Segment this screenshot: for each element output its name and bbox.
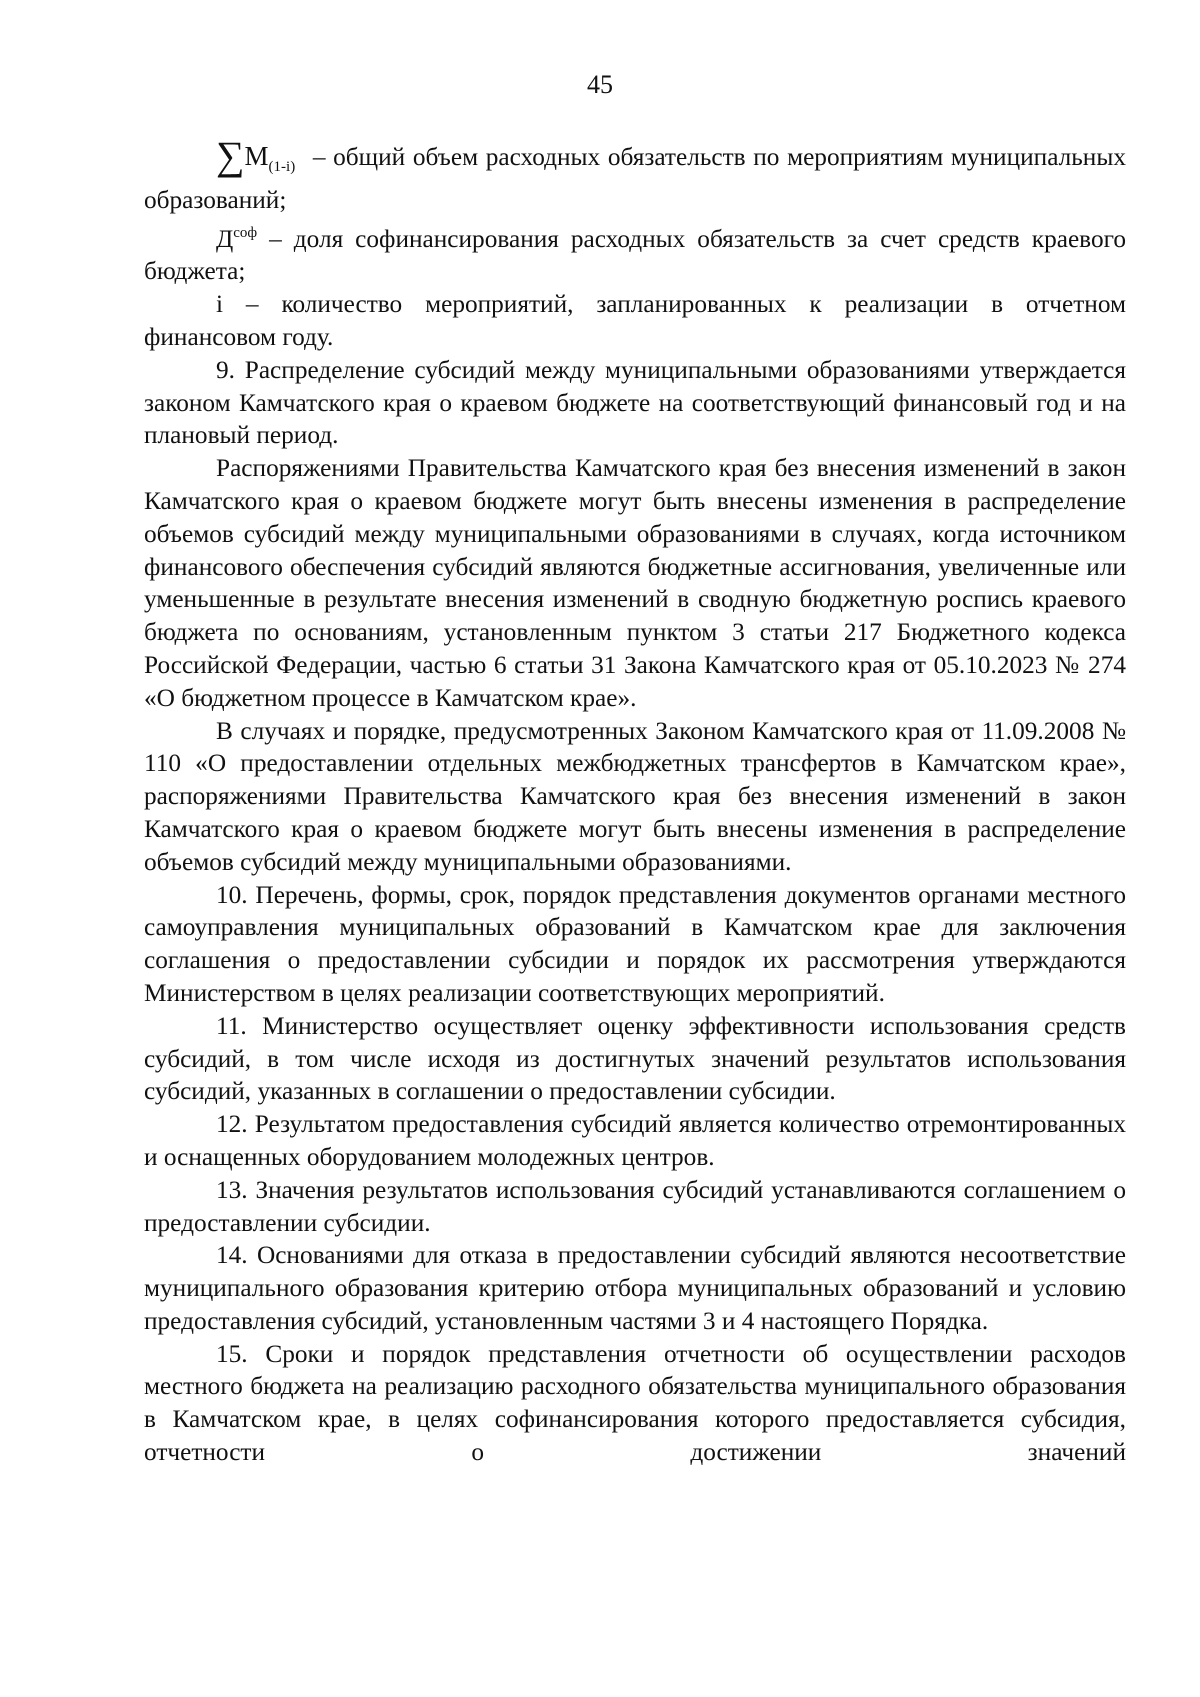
paragraph-10: 10. Перечень, формы, срок, порядок представления документов органами местного самоуправления муниципальных образований в Камчатском крае для заключения соглашения о предоставлении субсидии и порядок их рассмотрения утверждаются Министерством в целях реализации соответствующих мероприятий.: [144, 880, 1126, 1007]
page-number: 45: [587, 70, 613, 99]
formula-definition-i: i – количество мероприятий, запланированных к реализации в отчетном финансовом году.: [144, 290, 1126, 351]
paragraph-13: 13. Значения результатов использования субсидий устанавливаются соглашением о предоставлении субсидии.: [144, 1175, 1126, 1237]
document-body: [144, 133, 1126, 1469]
d-definition-text: – доля софинансирования расходных обязательств за счет средств краевого бюджета;: [144, 224, 1126, 286]
paragraph-9: 9. Распределение субсидий между муниципальными образованиями утверждается законом Камчатского края о краевом бюджете на соответствующий финансовый год и на плановый период.: [144, 355, 1126, 450]
paragraph-15: 15. Сроки и порядок представления отчетности об осуществлении расходов местного бюджета на реализацию расходного обязательства муниципального образования в Камчатском крае, в целях софинансирования которого предоставляется субсидия, отчетности о достижении значений: [144, 1339, 1126, 1467]
paragraph-14: 14. Основаниями для отказа в предоставлении субсидий являются несоответствие муниципального образования критерию отбора муниципальных образований и условию предоставления субсидий, установленным частями 3 и 4 настоящего Порядка.: [144, 1241, 1126, 1335]
sigma-symbol: ∑: [216, 133, 245, 178]
d-symbol: Д: [216, 224, 234, 253]
paragraph-9-cases: В случаях и порядке, предусмотренных Законом Камчатского края от 11.09.2008 № 110 «О предоставлении отдельных межбюджетных трансфертов в Камчатском крае», распоряжениями Правительства Камчатского края без внесения изменений в закон Камчатского края о краевом бюджете могут быть внесены изменения в распределение объемов субсидий между муниципальными образованиями.: [144, 716, 1126, 876]
paragraph-12: 12. Результатом предоставления субсидий является количество отремонтированных и оснащенных оборудованием молодежных центров.: [144, 1110, 1126, 1171]
paragraph-11: 11. Министерство осуществляет оценку эффективности использования средств субсидий, в том числе исходя из достигнутых значений результатов использования субсидий, указанных в соглашении о предоставлении субсидии.: [144, 1011, 1126, 1106]
paragraph-9-orders: Распоряжениями Правительства Камчатского края без внесения изменений в закон Камчатского края о краевом бюджете могут быть внесены изменения в распределение объемов субсидий между муниципальными образованиями в случаях, когда источником финансового обеспечения субсидий являются бюджетные ассигнования, увеличенные или уменьшенные в результате внесения изменений в сводную бюджетную роспись краевого бюджета по основаниям, установленным пунктом 3 статьи 217 Бюджетного кодекса Российской Федерации, частью 6 статьи 31 Закона Камчатского края от 05.10.2023 № 274 «О бюджетном процессе в Камчатском крае».: [144, 454, 1126, 712]
m-subscript: (1-i): [268, 159, 296, 175]
formula-definition-d: [144, 217, 1126, 289]
formula-definition-m: [144, 133, 1126, 217]
m-symbol: M: [244, 141, 269, 171]
d-superscript: соф: [233, 224, 258, 241]
m-definition-text: – общий объем расходных обязательств по мероприятиям муниципальных образований;: [144, 143, 1126, 214]
